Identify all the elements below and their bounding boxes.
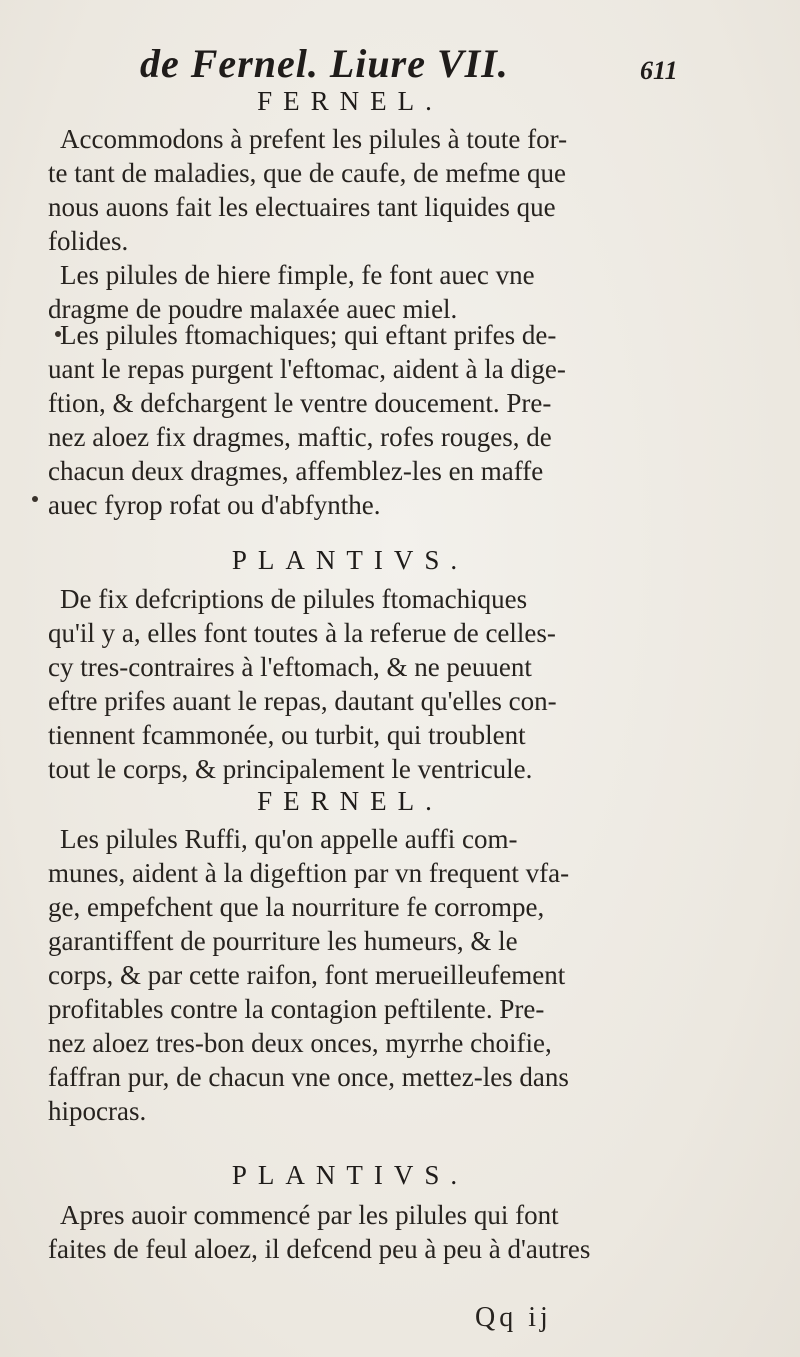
text-line: dragme de poudre malaxée auec miel. [48, 294, 458, 324]
text-line: hipocras. [48, 1096, 147, 1126]
text-line: tout le corps, & principalement le ventricule. [48, 754, 533, 784]
section-heading-plantius: PLANTIVS. [231, 1160, 469, 1190]
text-line: folides. [48, 226, 129, 256]
text-line: auec fyrop rofat ou d'abfynthe. [48, 490, 381, 520]
text-line: cy tres-contraires à l'eftomach, & ne peuuent [48, 652, 532, 682]
text-line: Les pilules de hiere fimple, fe font auec vne [60, 260, 535, 290]
paragraph [48, 318, 668, 522]
text-line: eftre prifes auant le repas, dautant qu'elles con- [48, 686, 557, 716]
text-line: ftion, & defchargent le ventre doucement. Pre- [48, 388, 552, 418]
text-line: faffran pur, de chacun vne once, mettez-les dans [48, 1062, 569, 1092]
text-line: profitables contre la contagion peftilente. Pre- [48, 994, 545, 1024]
text-line: nez aloez fix dragmes, maftic, rofes rouges, de [48, 422, 552, 452]
text-line: ge, empefchent que la nourriture fe corrompe, [48, 892, 545, 922]
text-line: tiennent fcammonée, ou turbit, qui troublent [48, 720, 526, 750]
text-line: qu'il y a, elles font toutes à la referue de celles- [48, 618, 556, 648]
paragraph [48, 582, 668, 786]
text-line: garantiffent de pourriture les humeurs, & le [48, 926, 518, 956]
section-heading-plantius: PLANTIVS. [231, 545, 469, 575]
text-line: munes, aident à la digeftion par vn frequent vfa- [48, 858, 570, 888]
text-line: chacun deux dragmes, affemblez-les en maffe [48, 456, 544, 486]
text-line: Les pilules ftomachiques; qui eftant prifes de- [60, 320, 557, 350]
text-line: Apres auoir commencé par les pilules qui font [60, 1200, 559, 1230]
text-line: De fix defcriptions de pilules ftomachiques [60, 584, 528, 614]
running-head: de Fernel. Liure VII. [140, 41, 509, 86]
section-heading-fernel: FERNEL. [257, 86, 443, 116]
catchword-signature: Qq ij [475, 1302, 552, 1333]
text-line: te tant de maladies, que de caufe, de mefme que [48, 158, 567, 188]
paragraph [48, 122, 668, 258]
text-line: nez aloez tres-bon deux onces, myrrhe choifie, [48, 1028, 552, 1058]
text-line: corps, & par cette raifon, font merueilleufement [48, 960, 566, 990]
margin-mark [32, 496, 38, 502]
page-number: 611 [640, 56, 678, 85]
paragraph [48, 1198, 668, 1266]
text-line: Accommodons à prefent les pilules à toute for- [60, 124, 568, 154]
text-line: Les pilules Ruffi, qu'on appelle auffi com- [60, 824, 518, 854]
paragraph [48, 258, 668, 326]
text-line: uant le repas purgent l'eftomac, aident à la dige- [48, 354, 566, 384]
paragraph [48, 822, 668, 1128]
text-line: nous auons fait les electuaires tant liquides que [48, 192, 556, 222]
section-heading-fernel: FERNEL. [257, 786, 443, 816]
text-line: faites de feul aloez, il defcend peu à peu à d'autres [48, 1234, 591, 1264]
